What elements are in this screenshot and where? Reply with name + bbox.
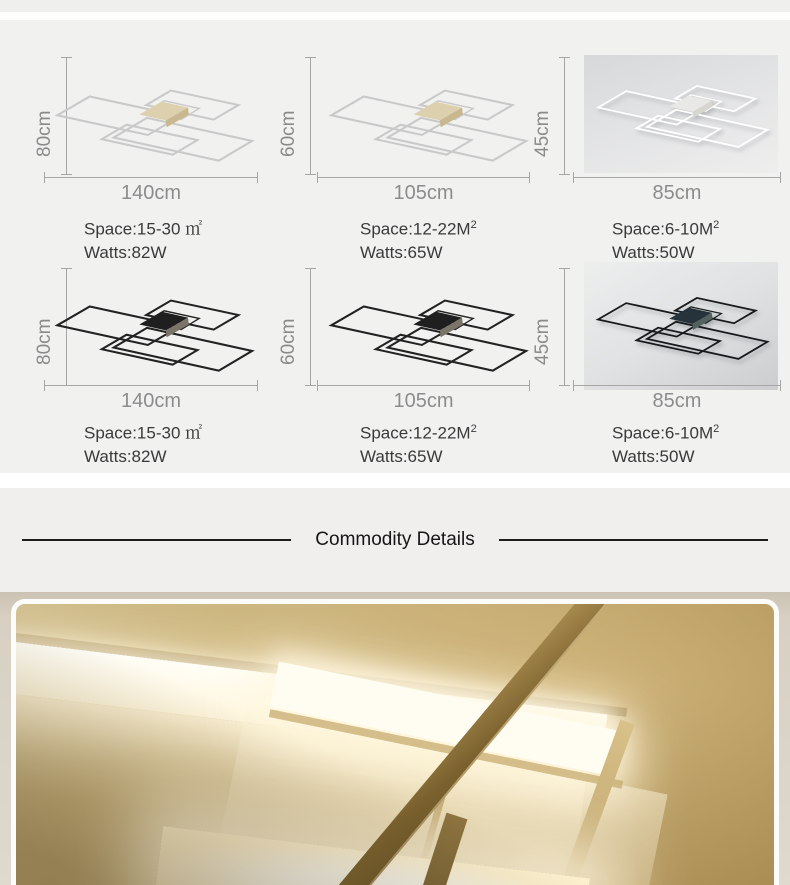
spec-meta: [84, 418, 202, 468]
spec-cell-black-105: [278, 260, 540, 473]
height-dim-label: 60cm: [278, 110, 299, 158]
lamp-diagram-black: [317, 286, 537, 380]
width-dim-label: 105cm: [393, 182, 454, 204]
spec-cell-black-85: [532, 260, 790, 473]
height-dim-line: [310, 268, 311, 386]
lamp-diagram-white: [317, 76, 537, 170]
watts-spec: Watts:65W: [360, 446, 443, 466]
lamp-diagram-white: [42, 76, 264, 170]
spec-cell-white-140: [0, 20, 285, 260]
height-dim-label: 45cm: [532, 318, 553, 366]
section-gap: [0, 12, 790, 20]
height-dim-label: 60cm: [278, 318, 299, 366]
space-spec: Space:15-30 ㎡: [84, 423, 203, 443]
divider-line-left: [22, 539, 291, 541]
width-dim-line: [44, 177, 258, 178]
width-dim-line: [317, 177, 530, 178]
spec-meta: [360, 214, 477, 264]
watts-spec: Watts:50W: [612, 242, 695, 262]
detail-photo: [11, 599, 779, 885]
divider-line-right: [499, 539, 768, 541]
size-spec-section: [0, 20, 790, 473]
lamp-photo-white: [584, 55, 778, 173]
spec-meta: [612, 214, 719, 264]
width-dim-line: [317, 385, 530, 386]
spec-meta: [612, 418, 719, 468]
space-spec: Space:15-30 ㎡: [84, 219, 203, 239]
width-dim-label: 105cm: [393, 390, 454, 412]
commodity-details-header: [0, 488, 790, 592]
width-dim-label: 140cm: [120, 182, 182, 204]
height-dim-label: 80cm: [34, 110, 55, 158]
watts-spec: Watts:82W: [84, 242, 167, 262]
space-spec: $Space:6-10M^2$: [612, 423, 720, 443]
spec-cell-white-105: [278, 20, 540, 262]
space-spec: $Space:12-22M^2$: [360, 423, 477, 443]
width-dim-label: 140cm: [120, 390, 182, 412]
height-dim-line: [564, 57, 565, 175]
width-dim-line: [573, 385, 781, 386]
width-dim-label: 85cm: [652, 390, 702, 412]
spec-cell-black-140: [0, 260, 285, 473]
space-spec: $Space:6-10M^2$: [612, 219, 720, 239]
lamp-photo-black: [584, 262, 778, 390]
spec-meta: [84, 214, 202, 264]
watts-spec: Watts:65W: [360, 242, 443, 262]
commodity-details-title: Commodity Details: [315, 529, 475, 550]
spec-cell-white-85: [532, 20, 790, 262]
spec-meta: [360, 418, 477, 468]
photo-shadow: [16, 604, 774, 885]
lamp-diagram-black: [42, 286, 264, 380]
width-dim-line: [44, 385, 258, 386]
width-dim-line: [573, 177, 781, 178]
space-spec: $Space:12-22M^2$: [360, 219, 477, 239]
top-section-edge: [0, 0, 790, 12]
height-dim-label: 45cm: [532, 110, 553, 158]
watts-spec: Watts:82W: [84, 446, 167, 466]
height-dim-line: [564, 268, 565, 386]
width-dim-label: 85cm: [652, 182, 702, 204]
detail-photo-section: [0, 592, 790, 885]
watts-spec: Watts:50W: [612, 446, 695, 466]
height-dim-label: 80cm: [34, 318, 55, 366]
height-dim-line: [310, 57, 311, 175]
section-gap: [0, 473, 790, 488]
